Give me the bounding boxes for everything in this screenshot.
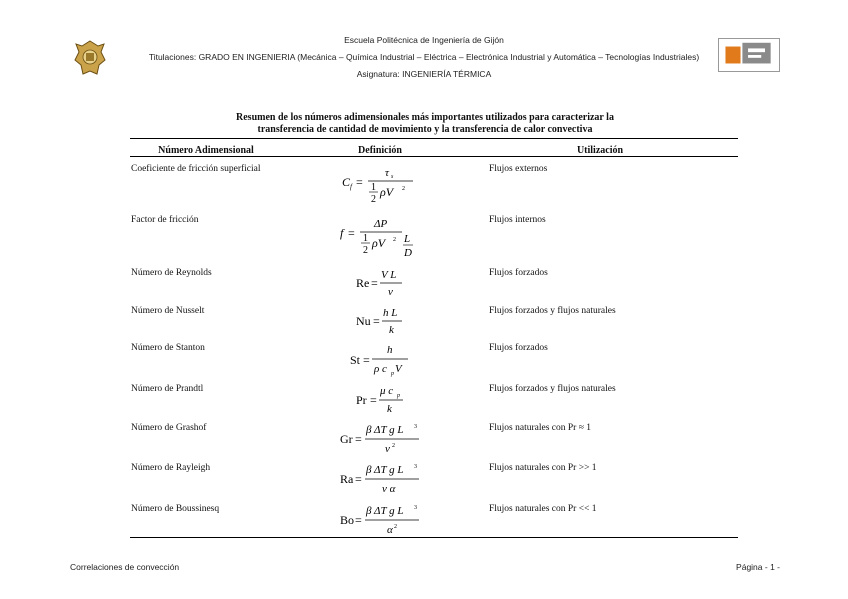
degrees-line: Titulaciones: GRADO EN INGENIERIA (Mecánica – Química Industrial – Eléctrica – Electrónica Industrial y Automática – Tecnologías Industriales) (148, 52, 700, 62)
table-title-line-1: Resumen de los números adimensionales más importantes utilizados para caracterizar la (236, 112, 614, 123)
svg-text:β ΔT g L: β ΔT g L (366, 505, 404, 517)
row-name: Número de Rayleigh (131, 463, 211, 473)
svg-text:τ: τ (385, 167, 389, 179)
svg-text:β ΔT g L: β ΔT g L (366, 424, 404, 436)
svg-text:2: 2 (371, 194, 376, 205)
svg-text:1: 1 (363, 233, 368, 244)
svg-text:ν: ν (388, 286, 393, 298)
svg-text:1: 1 (371, 182, 376, 193)
svg-text:=: = (373, 314, 380, 328)
svg-text:k: k (389, 324, 394, 336)
formula-gr (320, 421, 450, 465)
table-row-reynolds (0, 268, 848, 304)
svg-text:2: 2 (392, 443, 395, 449)
svg-text:β ΔT g L: β ΔT g L (366, 464, 404, 476)
department-logo-icon (718, 38, 780, 72)
svg-text:Re: Re (356, 276, 370, 290)
row-use: Flujos naturales con Pr << 1 (489, 504, 597, 514)
svg-text:Gr: Gr (340, 432, 353, 446)
svg-text:2: 2 (394, 524, 397, 530)
column-header-name: Número Adimensional (158, 145, 254, 156)
row-use: Flujos naturales con Pr >> 1 (489, 463, 597, 473)
svg-text:=: = (355, 432, 362, 446)
institution-name: Escuela Politécnica de Ingeniería de Gijón (344, 35, 504, 45)
svg-text:Bo: Bo (340, 513, 355, 527)
svg-text:=: = (355, 472, 362, 486)
top-rule (130, 138, 738, 139)
table-row-rayleigh (0, 463, 848, 499)
svg-text:=: = (370, 393, 377, 407)
table-row-boussinesq (0, 504, 848, 540)
svg-text:α: α (387, 524, 393, 536)
svg-text:Pr: Pr (356, 393, 367, 407)
table-row-grashof (0, 423, 848, 459)
formula-pr (320, 382, 450, 426)
page-header (0, 0, 848, 90)
svg-text:ν: ν (385, 443, 390, 455)
row-name: Número de Grashof (131, 423, 207, 433)
formula-nu (320, 302, 450, 346)
table-row-friction-factor (0, 215, 848, 259)
row-name: Número de Prandtl (131, 384, 204, 394)
row-use: Flujos naturales con Pr ≈ 1 (489, 423, 592, 433)
svg-text:ρV: ρV (372, 236, 386, 250)
table-title-line-2: transferencia de cantidad de movimiento y la transferencia de calor convectiva (257, 124, 593, 135)
svg-text:=: = (355, 513, 362, 527)
svg-text:D: D (404, 247, 412, 259)
row-use: Flujos forzados y flujos naturales (489, 384, 616, 394)
svg-text:ν α: ν α (382, 483, 396, 495)
row-use: Flujos forzados (489, 343, 548, 353)
page-number: Página - 1 - (736, 562, 780, 572)
row-name: Número de Stanton (131, 343, 205, 353)
svg-text:p: p (391, 371, 394, 377)
svg-text:C: C (342, 175, 351, 189)
svg-text:3: 3 (414, 505, 417, 511)
svg-text:h: h (387, 344, 393, 356)
svg-text:μ c: μ c (380, 385, 394, 397)
row-use: Flujos internos (489, 215, 546, 225)
table-row-prandtl (0, 384, 848, 420)
formula-bo (320, 502, 450, 546)
svg-text:ρV: ρV (380, 185, 394, 199)
svg-text:ΔP: ΔP (374, 218, 388, 230)
row-use: Flujos forzados y flujos naturales (489, 306, 616, 316)
svg-text:V: V (395, 363, 402, 375)
svg-text:ρ c: ρ c (374, 363, 387, 375)
svg-text:=: = (348, 226, 355, 240)
bottom-rule (130, 537, 738, 538)
row-name: Número de Reynolds (131, 268, 212, 278)
svg-text:L: L (404, 233, 411, 245)
row-use: Flujos externos (489, 164, 548, 174)
row-name: Número de Nusselt (131, 306, 205, 316)
svg-text:2: 2 (363, 245, 368, 256)
row-name: Coeficiente de fricción superficial (131, 164, 261, 174)
column-header-use: Utilización (576, 145, 624, 156)
svg-text:=: = (363, 353, 370, 367)
svg-text:St: St (350, 353, 361, 367)
svg-text:=: = (371, 276, 378, 290)
svg-text:3: 3 (414, 424, 417, 430)
formula-ra (320, 461, 450, 505)
svg-text:f: f (350, 183, 352, 191)
formula-f (320, 215, 450, 259)
row-use: Flujos forzados (489, 268, 548, 278)
svg-text:f: f (340, 226, 344, 240)
header-rule (130, 156, 738, 157)
column-header-definition: Definición (358, 145, 402, 156)
svg-text:2: 2 (402, 186, 405, 192)
formula-cf (320, 164, 450, 208)
svg-text:p: p (397, 393, 400, 399)
row-name: Número de Boussinesq (131, 504, 220, 514)
svg-text:Nu: Nu (356, 314, 371, 328)
formula-st (320, 341, 450, 385)
svg-text:=: = (356, 175, 363, 189)
table-row-nusselt (0, 306, 848, 342)
table-row-stanton (0, 343, 848, 379)
row-name: Factor de fricción (131, 215, 199, 225)
svg-text:3: 3 (414, 464, 417, 470)
svg-text:s: s (391, 174, 394, 180)
subject-line: Asignatura: INGENIERÍA TÉRMICA (356, 69, 492, 79)
svg-text:h L: h L (383, 307, 398, 319)
footer-title: Correlaciones de convección (70, 562, 180, 572)
table-row-friction-coefficient (0, 164, 848, 205)
svg-text:Ra: Ra (340, 472, 354, 486)
svg-text:2: 2 (393, 237, 396, 243)
svg-text:V L: V L (381, 269, 397, 281)
svg-text:k: k (387, 403, 392, 415)
